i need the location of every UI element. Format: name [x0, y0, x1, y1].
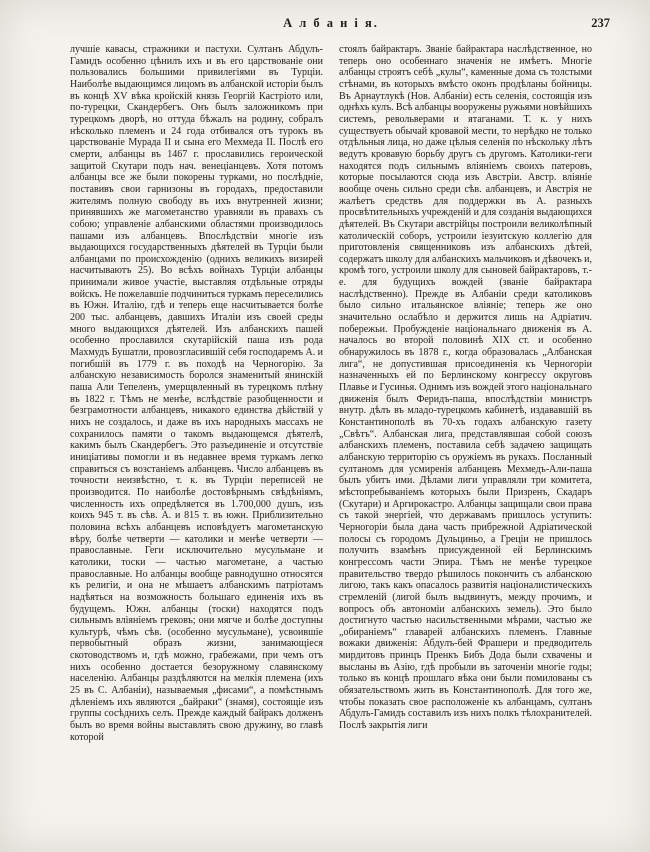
- page-title: А л б а н і я.: [283, 16, 379, 30]
- right-column-text: стоялъ байрактаръ. Званіе байрактара наслѣдственное, но теперь оно особеннаго значенія не имѣетъ. Многіе албанцы строятъ себѣ „кулы“, каменные дома съ толстыми стѣнами, въ которыхъ вмѣсто оконъ продѣланы бойницы. Въ Арнаутлукѣ (Нов. Албаніи) есть селенія, состоящія изъ однѣхъ кулъ. Всѣ албанцы вооружены ружьями новѣйшихъ системъ, револьверами и ятаганами. Т. к. у нихъ существуетъ обычай кровавой мести, то нерѣдко не только отдѣльныя лица, но даже цѣлыя селенія по нѣскольку лѣтъ ведутъ кровавую борьбу другъ съ другомъ. Католики-геги находятся подъ сильнымъ вліяніемъ своихъ патеровъ, которые посылаются сюда изъ Австріи. Австр. вліяніе вообще очень сильно среди сѣв. албанцевъ, и Австрія не жалѣетъ средствъ для поддержки въ А. разныхъ просвѣтительныхъ учрежденій и для созданія выдающихся дѣятелей. Въ Скутари австрійцы построили великолѣпный католическій соборъ, устроили іезуитскую коллегію для приготовленія священниковъ изъ албанскихъ дѣтей, содержатъ школу для албанскихъ мальчиковъ и дѣвочекъ и, кромѣ того, устроили школу для сыновей байрактаровъ, т.-е. для будущихъ вождей (званіе байрактара наслѣдственно). Прежде въ Албаніи среди католиковъ было сильно итальянское вліяніе; теперь же оно значительно ослабѣло и держится лишь на Адріатич. побережьи. Пробужденіе національнаго движенія въ А. началось во второй половинѣ XIX ст. и особенно обнаружилось въ 1878 г., когда образовалась „Албанская лига“, не допустившая присоединенія къ Черногоріи назначенныхъ ей по Берлинскому конгрессу округовъ Плавье и Гусинья. Однимъ изъ вождей этого національнаго движенія былъ Феридъ-паша, впослѣдствіи министръ внутр. дѣлъ въ младо-турецкомъ кабинетѣ, издававшій въ Константинополѣ въ 70-хъ годахъ албанскую газету „Свѣтъ“. Албанская лига, представлявшая собой союзъ албанскихъ племенъ, поставила себѣ задачею защищать албанскую территорію съ оружіемъ въ рукахъ. Посланный султаномъ для усмиренія албанцевъ Мехмедъ-Али-паша былъ убитъ ими. Дѣлами лиги управляли три комитета, мѣстопребываніемъ которыхъ были Призренъ, Скадаръ (Скутари) и Аргирокастро. Албанцы защищали свои права съ такой энергіей, что державамъ пришлось уступить: Черногоріи была дана часть прибрежной Адріатической полосы съ городомъ Дульциньо, а Греціи не пришлось получить взамѣнъ присужденной ей Берлинскимъ конгрессомъ части Эпира. Тѣмъ не менѣе турецкое правительство твердо рѣшилось покончить съ албанскою лигою, такъ какъ опасалось развитія націоналистическихъ стремленій (лигой былъ выдвинутъ, между прочимъ, и вопросъ объ автономіи албанскихъ земель). Это было достигнуто частью насильственными мѣрами, частью же „обираніемъ“ главарей албанскихъ племенъ. Главные вожаки движенія: Абдулъ-бей Фрашери и предводитель мирдитовъ принцъ Пренкъ Бибъ Дода были схвачены и высланы въ Азію, гдѣ пробыли въ заточеніи многіе годы; только въ концѣ прошлаго вѣка они были помилованы съ обязательствомъ жить въ Константинополѣ. Для того же, чтобы показать свое расположеніе къ албанцамъ, султанъ Абдулъ-Гамидъ составилъ изъ нихъ полкъ тѣлохранителей. Послѣ закрытія лиги: [339, 44, 592, 732]
- article-body: [70, 44, 592, 743]
- running-header: [70, 16, 610, 36]
- page-number: 237: [591, 16, 610, 30]
- left-column-text: лучшіе кавасы, стражники и пастухи. Султанъ Абдулъ-Гамидъ особенно цѣнилъ ихъ и въ его царствованіе они пользовались большими привилегіями въ Турціи. Наиболѣе выдающимся лицомъ въ албанской исторіи былъ въ концѣ XV вѣка кройскій князь Георгій Кастріото или, по-турецки, Скандербегъ. Онъ былъ заложникомъ при турецкомъ дворѣ, но оттуда бѣжалъ на родину, собралъ нѣсколько племенъ и 24 года отбивался отъ турокъ въ царствованіе Мурада II и сына его Мехмеда II. Послѣ его смерти, албанцы въ 1467 г. прославились героической защитой Скутари подъ нач. венеціанцевъ. Хотя потомъ албанцы все же были покорены турками, но послѣдніе, поставивъ свои гарнизоны въ городахъ, предоставили жителямъ полную свободу въ ихъ внутренней жизни; принявшихъ же магометанство уравняли въ правахъ съ собою; управленіе албанскими областями производилось пашами изъ албанцевъ. Впослѣдствіи многіе изъ выдающихся государственныхъ дѣятелей въ Турціи были албанцами по происхожденію (однихъ великихъ визирей насчитываютъ 25). Во всѣхъ войнахъ Турціи албанцы принимали живое участіе, выставляя отдѣльные отряды войскъ. Не пожелавшіе подчиниться туркамъ переселились въ Южн. Италію, гдѣ и теперь еще насчитывается болѣе 200 тыс. албанцевъ, давшихъ Италіи изъ своей среды много выдающихся дѣятелей. Изъ албанскихъ пашей особенно прославился скутарійскій паша изъ рода Махмудъ Бушатли, провозгласившій себя господаремъ А. и погибшій въ 1779 г. въ походѣ на Черногорію. За албанскую независимость боролся знаменитый янинскій паша Али Тепеленъ, умерщвленный въ турецкомъ плѣну въ 1822 г. Тѣмъ не менѣе, вслѣдствіе разобщенности и безграмотности албанцевъ, никакого единства дѣйствій у нихъ не создалось, и даже въ ихъ народныхъ массахъ не сохранилось памяти о такомъ выдающемся дѣятелѣ, какимъ былъ Скандербегъ. Это разъединеніе и отсутствіе иниціативы помогли и въ недавнее время туркамъ легко справиться съ возстаніемъ албанцевъ. Число албанцевъ въ точности неизвѣстно, т. к. въ Турціи переписей не производится. По наиболѣе достовѣрнымъ свѣдѣніямъ, численность ихъ опредѣляется въ 1.700,000 душъ, изъ коихъ 945 т. въ сѣв. А. и 815 т. въ южн. Приблизительно половина всѣхъ албанцевъ исповѣдуетъ магометанскую вѣру, болѣе четверти — католики и менѣе четверти — православные. Геги исключительно мусульмане и католики, тоски — частью магометане, а частью православные. Но албанцы вообще равнодушно относятся къ религіи, и она не мѣшаетъ албанскимъ патріотамъ надѣяться на возможность большаго единенія ихъ въ будущемъ. Южн. албанцы (тоски) находятся подъ сильнымъ вліяніемъ грековъ; они мягче и болѣе доступны культурѣ, чѣмъ сѣв. (особенно мусульмане), усвоившіе первобытный образъ жизни, занимающіеся скотоводствомъ и, гдѣ можно, грабежами, при чемъ отъ нихъ особенно достается безоружному славянскому населенію. Албанцы раздѣляются на мелкія племена (ихъ 25 въ С. Албаніи), называемыя „фисами“, а помѣстнымъ дѣленіемъ ихъ являются „байраки“ (знамя), состоящіе изъ группы сосѣднихъ селъ. Прежде каждый байракъ долженъ былъ во время войны выставлять свою дружину, во главѣ которой: [70, 44, 323, 743]
